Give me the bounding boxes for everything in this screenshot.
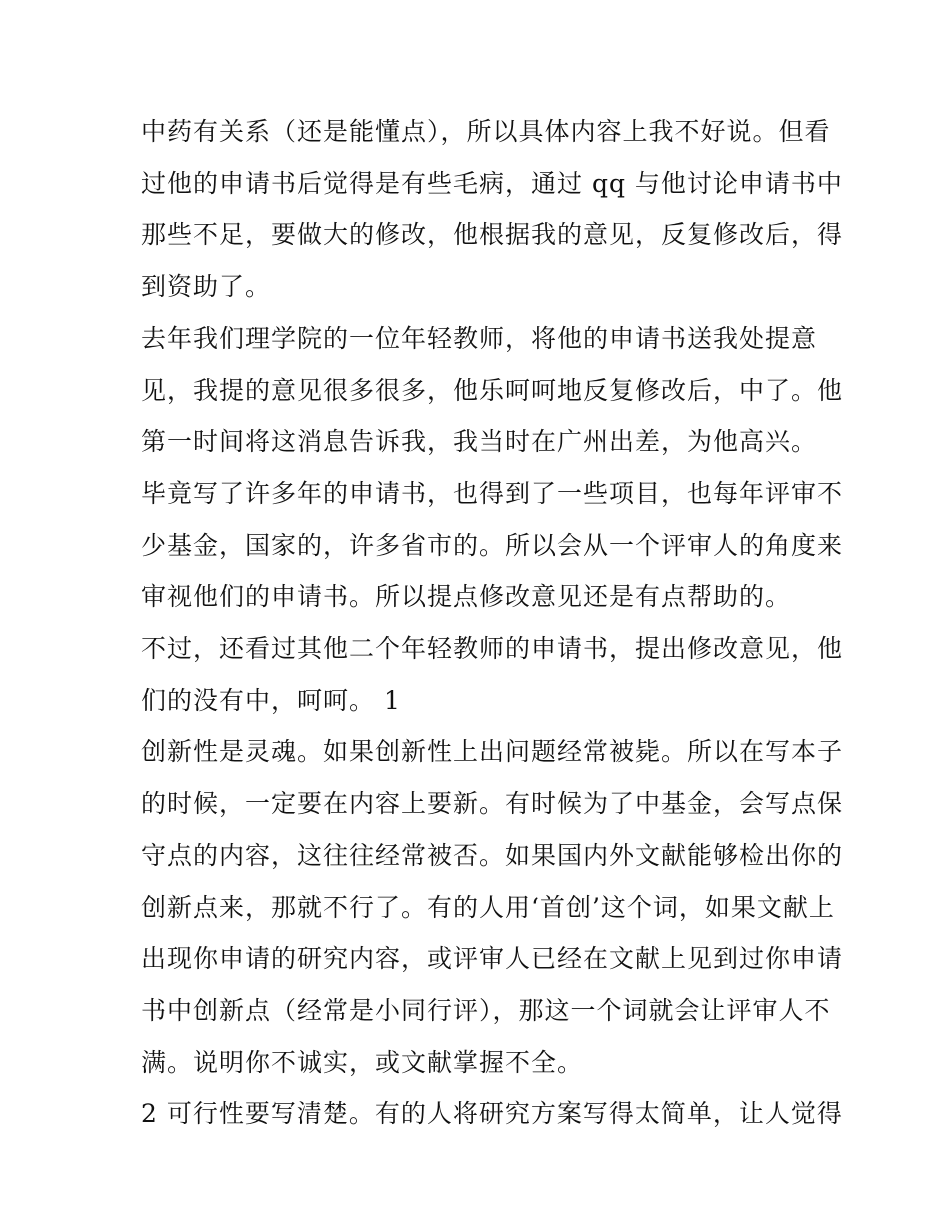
text-line: 创新性是灵魂。如果创新性上出问题经常被毙。所以在写本子: [141, 737, 844, 767]
paragraph-6: [141, 1088, 843, 1140]
text-line: 见，我提的意见很多很多，他乐呵呵地反复修改后，中了。他: [141, 375, 844, 405]
text-line: 审视他们的申请书。所以提点修改意见还是有点帮助的。: [141, 582, 792, 612]
document-body: [141, 106, 844, 1140]
text-line: 不过，还看过其他二个年轻教师的申请书，提出修改意见，他: [141, 634, 844, 664]
text-line: 过他的申请书后觉得是有些毛病，通过 qq 与他讨论申请书中: [141, 168, 843, 198]
text-line: 满。说明你不诚实，或文献掌握不全。: [141, 1047, 584, 1077]
text-line: 第一时间将这消息告诉我，我当时在广州出差，为他高兴。: [141, 427, 818, 457]
text-line: 守点的内容，这往往经常被否。如果国内外文献能够检出你的: [141, 840, 844, 870]
text-line: 到资助了。: [141, 272, 272, 302]
text-line: 出现你申请的研究内容，或评审人已经在文献上见到过你申请: [141, 944, 844, 974]
text-line: 去年我们理学院的一位年轻教师，将他的申请书送我处提意: [141, 323, 818, 353]
text-line: 2 可行性要写清楚。有的人将研究方案写得太简单，让人觉得: [141, 1099, 843, 1129]
text-line: 毕竟写了许多年的申请书，也得到了一些项目，也每年评审不: [141, 478, 844, 508]
paragraph-4: [141, 623, 844, 726]
paragraph-3: [141, 468, 844, 623]
text-line: 的时候，一定要在内容上要新。有时候为了中基金，会写点保: [141, 789, 844, 819]
text-line: 少基金，国家的，许多省市的。所以会从一个评审人的角度来: [141, 530, 844, 560]
paragraph-1: [141, 106, 844, 313]
text-line: 创新点来，那就不行了。有的人用‘首创’这个词，如果文献上: [141, 892, 835, 922]
text-line: 那些不足，要做大的修改，他根据我的意见，反复修改后，得: [141, 220, 844, 250]
text-line: 们的没有中，呵呵。 1: [141, 685, 401, 715]
paragraph-5: [141, 726, 844, 1088]
text-line: 中药有关系（还是能懂点），所以具体内容上我不好说。但看: [141, 117, 831, 146]
text-line: 书中创新点（经常是小同行评），那这一个词就会让评审人不: [141, 995, 831, 1025]
paragraph-2: [141, 313, 844, 468]
